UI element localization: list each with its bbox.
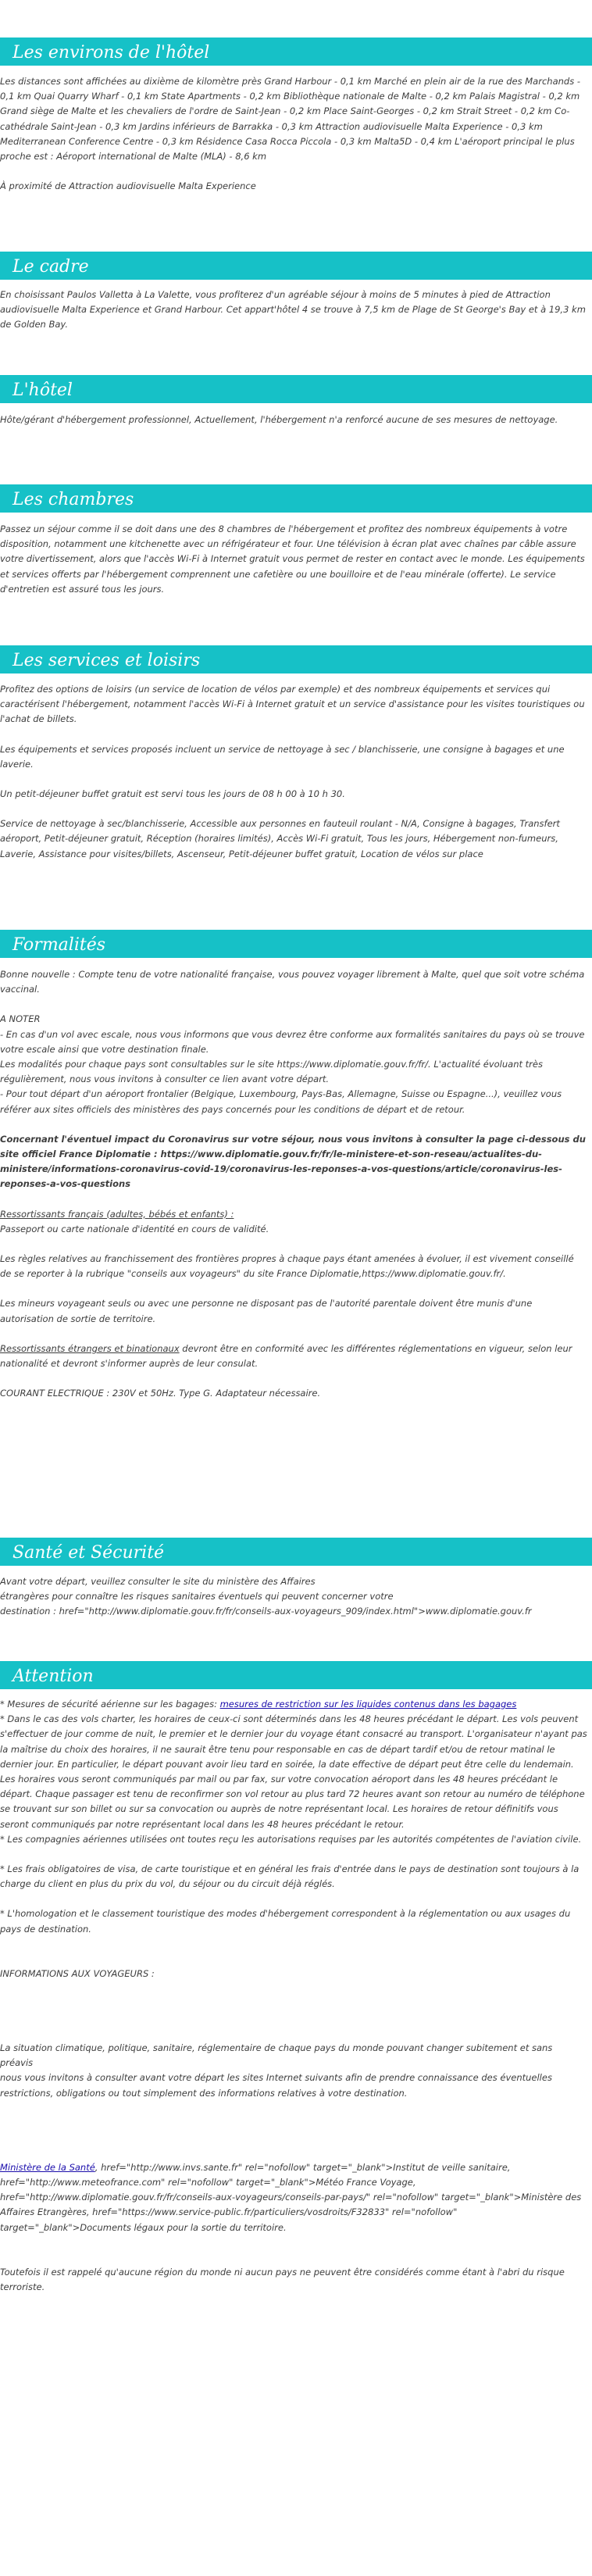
etrangers-rest: devront être en conformité avec les différentes réglementations en vigueur, selon leur nationalité et devront s'informer auprès de leur consulat. xyxy=(0,1342,572,1370)
formalites-intro: Bonne nouvelle : Compte tenu de votre nationalité française, vous pouvez voyager librement à Malte, quel que soit votre schéma vaccinal. xyxy=(0,969,585,995)
courant-electrique: COURANT ELECTRIQUE : 230V et 50Hz. Type G. Adaptateur nécessaire. xyxy=(0,1388,321,1399)
section-body-formalites xyxy=(0,967,587,1401)
section-body-services xyxy=(0,682,587,862)
hotel-text: Hôte/gérant d'hébergement professionnel, Actuellement, l'hébergement n'a renforcé aucune de ses mesures de nettoyage. xyxy=(0,414,558,425)
section-header-formalites: Formalités xyxy=(0,930,592,958)
section-header-environs: Les environs de l'hôtel xyxy=(0,38,592,66)
services-p2: Les équipements et services proposés incluent un service de nettoyage à sec / blanchisserie, une consigne à bagages et une laverie. xyxy=(0,743,565,770)
section-body-chambres xyxy=(0,522,587,597)
section-header-sante: Santé et Sécurité xyxy=(0,1538,592,1566)
noter-2: Les modalités pour chaque pays sont consultables sur le site https://www.diplomatie.gouv.fr/fr/. L'actualité évoluant très régulièrement, nous vous invitons à consulter ce lien avant votre départ. xyxy=(0,1059,543,1085)
homologation: * L'homologation et le classement touristique des modes d'hébergement correspondent à la réglementation ou aux usages du pays de destination. xyxy=(0,1908,571,1935)
chambres-text: Passez un séjour comme il se doit dans une des 8 chambres de l'hébergement et profitez des nombreux équipements à votre disposition, notamment une kitchenette avec un réfrigérateur et four. Une télévision à écran plat avec chaînes par câble assure votre divertissement, alors que l'accès Wi-Fi à Internet gratuit vous permet de rester en contact avec le monde. Les équipements et services offerts par l'hébergement comprennent une cafetière ou une bouilloire et de l'eau minérale (offerte). Le service d'entretien est assuré tous les jours. xyxy=(0,523,585,595)
section-body-cadre xyxy=(0,288,587,333)
covid-notice: Concernant l'éventuel impact du Coronavirus sur votre séjour, nous vous invitons à consulter la page ci-dessous du site officiel France Diplomatie : https://www.diplomatie.gouv.fr/fr/le-ministere-et-son-reseau/actualites-du-ministere/informations-coronavirus-covid-19/coronavirus-les-reponses-a-vos-questions/article/coronavirus-les-reponses-a-vos-questions xyxy=(0,1133,586,1190)
services-p3: Un petit-déjeuner buffet gratuit est servi tous les jours de 08 h 00 à 10 h 30. xyxy=(0,788,345,800)
sante-line-3: destination : href="http://www.diplomatie.gouv.fr/fr/conseils-aux-voyageurs_909/index.html">www.diplomatie.gouv.fr xyxy=(0,1606,532,1617)
situation-text-2: nous vous invitons à consulter avant votre départ les sites Internet suivants afin de prendre connaissance des éventuelles restrictions, obligations ou tout simplement des informations relatives à votre destination. xyxy=(0,2072,552,2099)
ministere-rest: , href="http://www.invs.sante.fr" rel="nofollow" target="_blank">Institut de veille sanitaire, href="http://www.meteofrance.com" rel="nofollow" target="_blank">Météo France Voyage, href="http://www.diplomatie.gouv.fr/fr/conseils-aux-voyageurs/conseils-par-pays/" rel="nofollow" target="_blank">Ministère des Affaires Etrangères, href="https://www.service-public.fr/particuliers/vosdroits/F32833" rel="nofollow" target="_blank">Documents légaux pour la sortie du territoire. xyxy=(0,2161,582,2233)
frais-visa: * Les frais obligatoires de visa, de carte touristique et en général les frais d'entrée dans le pays de destination sont toujours à la charge du client en plus du prix du vol, du séjour ou du circuit déjà réglés. xyxy=(0,1863,580,1890)
informations-voyageurs-heading: INFORMATIONS AUX VOYAGEURS : xyxy=(0,1967,155,1979)
mesures-prefix: * Mesures de sécurité aérienne sur les bagages: xyxy=(0,1699,220,1710)
section-header-chambres: Les chambres xyxy=(0,484,592,513)
cadre-text: En choisissant Paulos Valletta à La Valette, vous profiterez d'un agréable séjour à moins de 5 minutes à pied de Attraction audiovisuelle Malta Experience et Grand Harbour. Cet appart'hôtel 4 se trouve à 7,5 km de Plage de St George's Bay et à 19,3 km de Golden Bay. xyxy=(0,289,586,330)
sante-line-2: étrangères pour connaître les risques sanitaires éventuels qui peuvent concerner votre xyxy=(0,1591,394,1602)
etrangers-text xyxy=(0,1342,587,1371)
section-header-attention: Attention xyxy=(0,1661,592,1689)
ressortissants-fr-heading: Ressortissants français (adultes, bébés et enfants) : xyxy=(0,1208,234,1220)
sante-line-1: Avant votre départ, veuillez consulter le site du ministère des Affaires xyxy=(0,1576,316,1587)
section-header-hotel: L'hôtel xyxy=(0,375,592,403)
compagnies-aeriennes: * Les compagnies aériennes utilisées ont toutes reçu les autorisations requises par les autorités compétentes de l'aviation civile. xyxy=(0,1833,582,1845)
section-header-services: Les services et loisirs xyxy=(0,645,592,673)
ministere-links xyxy=(0,2160,587,2235)
mineurs-text: Les mineurs voyageant seuls ou avec une personne ne disposant pas de l'autorité parentale doivent être munis d'une autorisation de sortie de territoire. xyxy=(0,1298,533,1324)
noter-1: - En cas d'un vol avec escale, nous vous informons que vous devrez être conforme aux formalités sanitaires du pays où se trouve votre escale ainsi que votre destination finale. xyxy=(0,1028,585,1055)
services-p1: Profitez des options de loisirs (un service de location de vélos par exemple) et des nombreux équipements et services qui caractérisent l'hébergement, notamment l'accès Wi-Fi à Internet gratuit et un service d'assistance pour les visites touristiques ou l'achat de billets. xyxy=(0,684,585,725)
noter-heading: A NOTER xyxy=(0,1013,41,1025)
services-p4: Service de nettoyage à sec/blanchisserie, Accessible aux personnes en fauteuil roulant - N/A, Consigne à bagages, Transfert aéroport, Petit-déjeuner gratuit, Réception (horaires limités), Accès Wi-Fi gratuit, Tous les jours, Hébergement non-fumeurs, Laverie, Assistance pour visites/billets, Ascenseur, Petit-déjeuner buffet gratuit, Location de vélos sur place xyxy=(0,818,560,859)
toutefois-text: Toutefois il est rappelé qu'aucune région du monde ni aucun pays ne peuvent être considérés comme étant à l'abri du risque terroriste. xyxy=(0,2266,565,2293)
section-body-sante xyxy=(0,1574,587,1620)
etrangers-underlined: Ressortissants étrangers et binationaux xyxy=(0,1342,180,1354)
ministere-sante-link[interactable]: Ministère de la Santé xyxy=(0,2161,95,2173)
horaires-charter: * Dans le cas des vols charter, les horaires de ceux-ci sont déterminés dans les 48 heures précédant le départ. Les vols peuvent s'effectuer de jour comme de nuit, le premier et le dernier jour du voyage étant consacré au transport. L'organisateur n'ayant pas la maîtrise du choix des horaires, il ne saurait être tenu pour responsable en cas de départ tardif et/ou de retour matinal le dernier jour. En particulier, le départ pouvant avoir lieu tard en soirée, la date effective de départ peut être celle du lendemain. Les horaires vous seront communiqués par mail ou par fax, sur votre convocation aéroport dans les 48 heures précédant le départ. Chaque passager est tenu de reconfirmer son vol retour au plus tard 72 heures avant son retour au numéro de téléphone se trouvant sur son billet ou sur sa convocation ou auprès de notre représentant local. Les horaires de retour définitifs vous seront communiqués par notre représentant local dans les 48 heures précédant le retour. xyxy=(0,1713,587,1830)
section-header-cadre: Le cadre xyxy=(0,252,592,280)
mesures-securite xyxy=(0,1697,587,1712)
liquides-restriction-link[interactable]: mesures de restriction sur les liquides contenus dans les bagages xyxy=(219,1699,517,1710)
situation-text-1: La situation climatique, politique, sanitaire, réglementaire de chaque pays du monde pouvant changer subitement et sans préavis xyxy=(0,2042,553,2069)
section-body-attention xyxy=(0,1697,587,2295)
frontieres-regles: Les règles relatives au franchissement des frontières propres à chaque pays étant amenées à évoluer, il est vivement conseillé de se reporter à la rubrique "conseils aux voyageurs" du site France Diplomatie,https://www.diplomatie.gouv.fr/. xyxy=(0,1253,574,1280)
section-body-environs xyxy=(0,74,587,194)
environs-nearby: À proximité de Attraction audiovisuelle Malta Experience xyxy=(0,180,256,192)
section-body-hotel xyxy=(0,413,587,427)
environs-text: Les distances sont affichées au dixième de kilomètre près Grand Harbour - 0,1 km Marché en plein air de la rue des Marchands - 0,1 km Quai Quarry Wharf - 0,1 km State Apartments - 0,2 km Bibliothèque nationale de Malte - 0,2 km Palais Magistral - 0,2 km Grand siège de Malte et les chevaliers de l'ordre de Saint-Jean - 0,2 km Place Saint-Georges - 0,2 km Strait Street - 0,2 km Co-cathédrale Saint-Jean - 0,3 km Jardins inférieurs de Barrakka - 0,3 km Attraction audiovisuelle Malta Experience - 0,3 km Mediterranean Conference Centre - 0,3 km Résidence Casa Rocca Piccola - 0,3 km Malta5D - 0,4 km L'aéroport principal le plus proche est : Aéroport international de Malte (MLA) - 8,6 km xyxy=(0,76,581,163)
ressortissants-fr-text: Passeport ou carte nationale d'identité en cours de validité. xyxy=(0,1223,269,1234)
noter-3: - Pour tout départ d'un aéroport frontalier (Belgique, Luxembourg, Pays-Bas, Allemagne, Suisse ou Espagne...), veuillez vous référer aux sites officiels des ministères des pays concernés pour les conditions de départ et de retour. xyxy=(0,1088,562,1115)
